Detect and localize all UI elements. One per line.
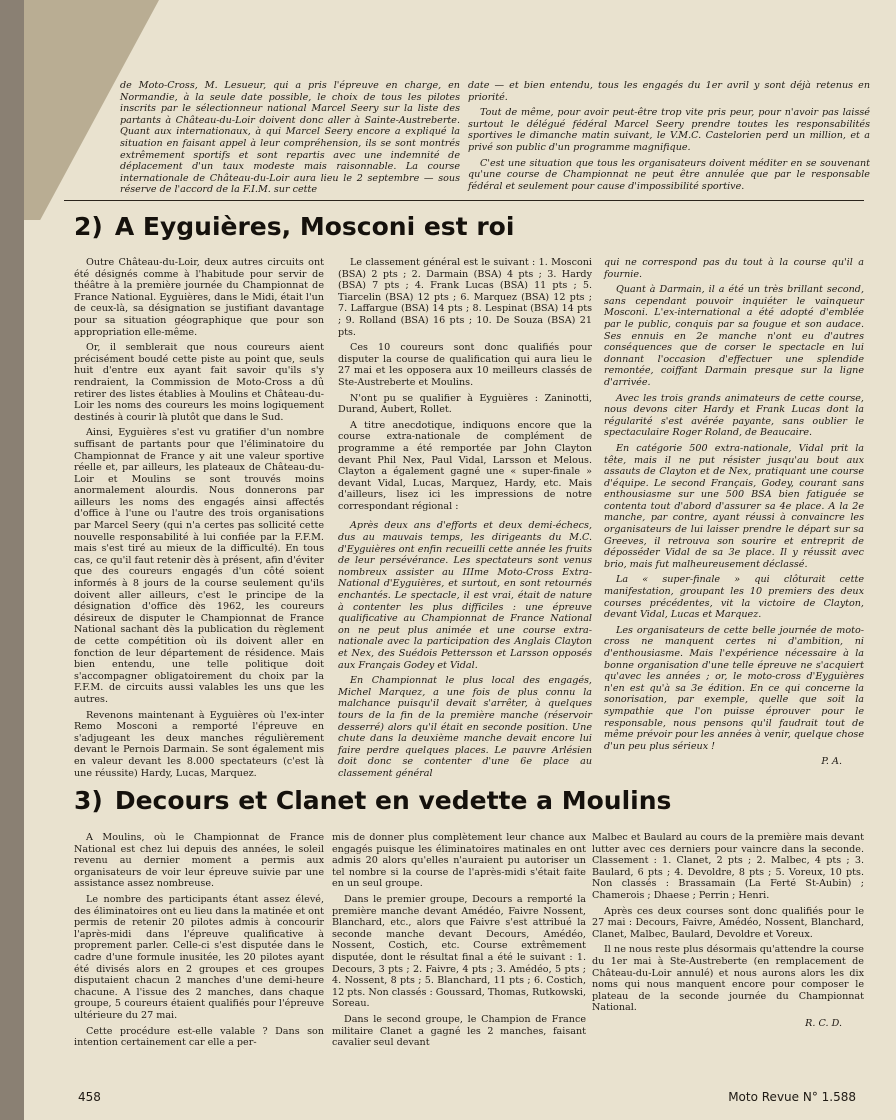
paragraph: Les organisateurs de cette belle journée de moto-cross ne manquent certes ni d'ambition, ni d'enthousiasme. Mais l'expérience nécessaire à la bonne organisation d'une telle épreuve ne s'acquiert qu'avec les années ; or, le moto-cross d'Eyguières n'en est qu'à sa 3e édition. En ce qui concerne la sonorisation, par exemple, quelle que soit la sympathie que l'on puisse éprouver pour le responsable, nous pensons qu'il faudrait tout de même prévoir pour les années à venir, quelque chose d'un peu plus sérieux !: [604, 624, 864, 752]
paragraph: Avec les trois grands animateurs de cette course, nous devons citer Hardy et Frank Lucas dont la régularité s'est avérée payante, sans oublier le spectaculaire Roger Roland, de Beaucaire.: [604, 392, 864, 439]
correspondent-report: [338, 520, 592, 779]
section-2-column-3: [604, 257, 864, 777]
magazine-page: [24, 0, 896, 1120]
paragraph: Revenons maintenant à Eyguières où l'ex-inter Remo Mosconi a remporté l'épreuve en s'adjugeant les deux manches régulièrement devant le Pernois Darmain. Se sont également mis en valeur devant les 8.000 spectateurs (c'est là une réussite) Hardy, Lucas, Marquez.: [74, 709, 324, 779]
top-paragraph: C'est une situation que tous les organisateurs doivent méditer en se souvenant qu'une course de Championnat ne peut être annulée que par le responsable fédéral et seulement pour cause d'impossibilité sportive.: [468, 157, 870, 192]
paragraph: Quant à Darmain, il a été un très brillant second, sans cependant pouvoir inquiéter le vainqueur Mosconi. L'ex-international a été adopté d'emblée par le public, conquis par sa fougue et son audace. Ses ennuis en 2e manche n'ont eu d'autres conséquences que de corser le spectacle en lui donnant l'occasion d'effectuer une splendide remontée, coiffant Darmain presque sur la ligne d'arrivée.: [604, 284, 864, 388]
section-number: 3): [74, 786, 103, 815]
top-column-left: [120, 80, 460, 196]
section-title: A Eyguières, Mosconi est roi: [114, 212, 515, 241]
section-2-column-2: [338, 257, 592, 777]
paragraph: Cette procédure est-elle valable ? Dans son intention certainement car elle a per-: [74, 1025, 324, 1049]
top-paragraph: date — et bien entendu, tous les engagés du 1er avril y sont déjà retenus en priorité.: [468, 80, 870, 103]
paragraph: Dans le second groupe, le Champion de France militaire Clanet a gagné les 2 manches, faisant cavalier seul devant: [332, 1013, 586, 1049]
section-3-column-2: [332, 832, 586, 1049]
paragraph: Après deux ans d'efforts et deux demi-échecs, dus au mauvais temps, les dirigeants du M.C. d'Eyguières ont enfin recueilli cette année les fruits de leur persévérance. Les spectateurs sont venus nombreux assister au IIIme Moto-Cross Extra-National d'Eyguières, et surtout, en sont retournés enchantés. Le spectacle, il est vrai, était de nature à contenter les plus difficiles : une épreuve qualificative au Championnat de France National on ne peut plus animée et une course extra-nationale avec la participation des Anglais Clayton et Nex, des Suédois Pettersson et Larsson opposés aux Français Godey et Vidal.: [338, 520, 592, 671]
paragraph: Le nombre des participants étant assez élevé, des éliminatoires ont eu lieu dans la matinée et ont permis de retenir 20 pilotes admis à concourir l'après-midi dans l'épreuve qualificative à proprement parler. Celle-ci s'est disputée dans le cadre d'une formule inusitée, les 20 pilotes ayant été divisés alors en 2 groupes et ces groupes disputaient chacun 2 manches d'une demi-heure chacune. A l'issue des 2 manches, dans chaque groupe, 5 coureurs étaient qualifiés pour l'épreuve ultérieure du 27 mai.: [74, 893, 324, 1021]
paragraph: qui ne correspond pas du tout à la course qu'il a fournie.: [604, 257, 864, 280]
paragraph: Ces 10 coureurs sont donc qualifiés pour disputer la course de qualification qui aura lieu le 27 mai et les opposera aux 10 meilleurs classés de Ste-Austreberte et Moulins.: [338, 342, 592, 388]
paragraph: Il ne nous reste plus désormais qu'attendre la course du 1er mai à Ste-Austreberte (en remplacement de Château-du-Loir annulé) et nous aurons alors les dix noms qui nous manquent encore pour composer le plateau de la seconde journée du Championnat National.: [592, 944, 864, 1014]
paragraph: La « super-finale » qui clôturait cette manifestation, groupant les 10 premiers des deux courses précédentes, vit la victoire de Clayton, devant Vidal, Lucas et Marquez.: [604, 574, 864, 621]
paragraph: Dans le premier groupe, Decours a remporté la première manche devant Amédéo, Faivre Nossent, Blanchard, etc., alors que Faivre s'est attribué la seconde manche devant Decours, Amédéo, Nossent, Costich, etc. Course extrêmement disputée, dont le résultat final a été le suivant : 1. Decours, 3 pts ; 2. Faivre, 4 pts ; 3. Amédéo, 5 pts ; 4. Nossent, 8 pts ; 5. Blanchard, 11 pts ; 6. Costich, 12 pts. Non classés : Goussard, Thomas, Rutkowski, Soreau.: [332, 893, 586, 1010]
paragraph: En Championnat le plus local des engagés, Michel Marquez, a une fois de plus connu la malchance puisqu'il devait s'arrêter, à quelques tours de la fin de la première manche (réservoir desserré) alors qu'il était en seconde position. Une chute dans la deuxième manche devait encore lui faire perdre quelques places. Le pauvre Arlésien doit donc se contenter d'une 6e place au classement général: [338, 675, 592, 779]
signature: R. C. D.: [805, 1017, 842, 1029]
top-paragraph: de Moto-Cross, M. Lesueur, qui a pris l'épreuve en charge, en Normandie, à la seule date possible, le choix de tous les pilotes inscrits par le sélectionneur national Marcel Seery sur la liste des partants à Château-du-Loir doivent donc aller à Sainte-Austreberte. Quant aux internationaux, à qui Marcel Seery encore a expliqué la situation en faisant appel à leur compréhension, ils se sont montrés extrêmement sportifs et sont repartis avec une indemnité de déplacement d'un taux modeste mais raisonnable. La course internationale de Château-du-Loir aura lieu le 2 septembre — sous réserve de l'accord de la F.I.M. sur cette: [120, 80, 460, 196]
paragraph: Malbec et Baulard au cours de la première mais devant lutter avec ces derniers pour vaincre dans la seconde. Classement : 1. Clanet, 2 pts ; 2. Malbec, 4 pts ; 3. Baulard, 6 pts ; 4. Devoldre, 8 pts ; 5. Voreux, 10 pts. Non classés : Brassamain (La Ferté St-Aubin) ; Chamerois ; Dhaese ; Perrin ; Henri.: [592, 832, 864, 901]
section-2-column-1: [74, 257, 324, 777]
section-title: Decours et Clanet en vedette a Moulins: [114, 786, 672, 815]
magazine-issue: Moto Revue N° 1.588: [728, 1090, 856, 1104]
paragraph: Or, il semblerait que nous coureurs aient précisément boudé cette piste au point que, seuls huit d'entre eux ayant fait savoir qu'ils s'y rendraient, la Commission de Moto-Cross a dû retirer des listes établies à Moulins et Château-du-Loir les noms des coureurs les moins logiquement destinés à courir là plutôt que dans le Sud.: [74, 342, 324, 423]
top-divider: [64, 200, 864, 201]
paragraph: Après ces deux courses sont donc qualifiés pour le 27 mai : Decours, Faivre, Amédéo, Nossent, Blanchard, Clanet, Malbec, Baulard, Devoldre et Voreux.: [592, 905, 864, 940]
section-2-heading: [74, 212, 514, 241]
paragraph: Outre Château-du-Loir, deux autres circuits ont été désignés comme à l'habitude pour servir de théâtre à la première journée du Championnat de France National. Eyguières, dans le Midi, était l'un de ceux-là, sa désignation se justifiant davantage pour sa situation géographique que pour son appropriation elle-même.: [74, 257, 324, 338]
section-3-column-1: [74, 832, 324, 1049]
paragraph: mis de donner plus complètement leur chance aux engagés puisque les éliminatoires matinales en ont admis 20 alors qu'elles n'auraient pu autoriser un tel nombre si la course de l'après-midi s'était faite en un seul groupe.: [332, 832, 586, 890]
section-3-heading: [74, 786, 671, 815]
top-paragraph: Tout de même, pour avoir peut-être trop vite pris peur, pour n'avoir pas laissé surtout le délégué fédéral Marcel Seery prendre toutes les responsabilités sportives le dimanche matin suivant, le V.M.C. Castelorien perd un million, et a privé son public d'un programme magnifique.: [468, 107, 870, 153]
paragraph: N'ont pu se qualifier à Eyguières : Zaninotti, Durand, Aubert, Rollet.: [338, 392, 592, 416]
section-3-column-3: [592, 832, 864, 1062]
paragraph: Le classement général est le suivant : 1. Mosconi (BSA) 2 pts ; 2. Darmain (BSA) 4 pts ; 3. Hardy (BSA) 7 pts ; 4. Frank Lucas (BSA) 11 pts ; 5. Tiarcelin (BSA) 12 pts ; 6. Marquez (BSA) 12 pts ; 7. Laffargue (BSA) 14 pts ; 8. Lespinat (BSA) 14 pts ; 9. Rolland (BSA) 16 pts ; 10. De Souza (BSA) 21 pts.: [338, 257, 592, 338]
paragraph: En catégorie 500 extra-nationale, Vidal prit la tête, mais il ne put résister jusqu'au bout aux assauts de Clayton et de Nex, pratiquant une course d'équipe. Le second Français, Godey, courant sans enthousiasme sur une 500 BSA bien fatiguée se contenta tout d'abord d'assurer sa 4e place. A la 2e manche, par contre, ayant réussi à convaincre les organisateurs de lui laisser prendre le départ sur sa Greeves, il retrouva son sourire et entreprit de déposséder Vidal de sa 3e place. Il y réussit avec brio, mais fut malheureusement déclassé.: [604, 442, 864, 570]
top-column-right: [468, 80, 870, 192]
section-number: 2): [74, 212, 103, 241]
signature: P. A.: [821, 756, 842, 768]
paragraph: A Moulins, où le Championnat de France National est chez lui depuis des années, le soleil revenu au dernier moment a permis aux organisateurs de voir leur épreuve suivie par une assistance assez nombreuse.: [74, 832, 324, 890]
paragraph: A titre anecdotique, indiquons encore que la course extra-nationale de complément de programme a été remportée par John Clayton devant Phil Nex, Paul Vidal, Larsson et Melous. Clayton a également gagné une « super-finale » devant Vidal, Lucas, Marquez, Hardy, etc. Mais d'ailleurs, lisez ici les impressions de notre correspondant régional :: [338, 419, 592, 512]
page-number: 458: [78, 1090, 101, 1104]
paragraph: Ainsi, Eyguières s'est vu gratifier d'un nombre suffisant de partants pour que l'éliminatoire du Championnat de France y ait une valeur sportive réelle et, par ailleurs, les plateaux de Château-du-Loir et Moulins se sont trouvés moins anormalement alourdis. Nous donnerons par ailleurs les noms des engagés ainsi affectés d'office à l'une ou l'autre des trois organisations par Marcel Seery (qui n'a certes pas sollicité cette nouvelle responsabilité à lui confiée par la F.F.M. mais s'est tiré au mieux de la difficulté). En tous cas, ce qu'il faut retenir dès à présent, afin d'éviter que des coureurs engagés d'un côté soient informés à 8 jours de la course seulement qu'ils doivent aller ailleurs, c'est le principe de la désignation d'office dès 1962, les coureurs désireux de disputer le Championnat de France National sachant dès la publication du règlement de cette compétition où ils doivent aller en fonction de leur département de résidence. Mais bien entendu, une telle politique doit s'accompagner obligatoirement du choix par la F.F.M. de circuits aussi valables les uns que les autres.: [74, 427, 324, 705]
